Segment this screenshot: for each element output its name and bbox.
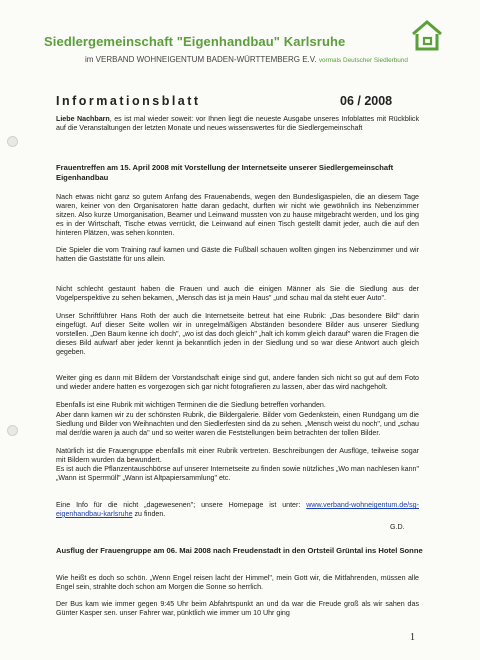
- organization-subtitle: [85, 55, 408, 64]
- section2-paragraph-2: Der Bus kam wie immer gegen 9:45 Uhr beim Abfahrtspunkt an und da war die Freude groß als wir sahen das Günter Kasper sen. unser Fahrer war, pünktlich wie immer um 10 Uhr ging: [56, 600, 419, 617]
- section1-paragraph-4: Unser Schriftführer Hans Roth der auch die Internetseite betreut hat eine Rubrik: „Das besondere Bild" darin eingefügt. Auf dieser Seite wollen wir in unregelmäßigen Abständen besondere Bilder aus unserer Siedlung vorstellen. „Den Baum kenne ich doch", „wo ist das doch gleich" „halt ich komm gleich darauf" waren die Fragen die dieses Bild aufwarf aber jeder kennt ja bekanntlich jeden in der Siedlung und so war diese Antwort auch gleich gegeben.: [56, 312, 419, 356]
- section1-heading: Frauentreffen am 15. April 2008 mit Vorstellung der Internetseite unserer Siedlergemeinschaft Eigenhandbau: [56, 163, 394, 182]
- organization-title: Siedlergemeinschaft "Eigenhandbau" Karlsruhe: [44, 34, 346, 49]
- document-title: Informationsblatt: [56, 94, 201, 108]
- section1-paragraph-5: Weiter ging es dann mit Bildern der Vorstandschaft einige sind gut, andere fanden sich nicht so gut auf dem Foto und wieder andere hatten es vorgezogen sich gar nicht fotografieren zu lassen, aber das wird nachgeholt.: [56, 374, 419, 391]
- subtitle-main: im VERBAND WOHNEIGENTUM BADEN-WÜRTTEMBERG E.V.: [85, 55, 317, 64]
- section1-paragraph-3: Nicht schlecht gestaunt haben die Frauen und auch die einigen Männer als Sie die Siedlung aus der Vogelperspektive zu sehen bekamen, „Mensch das ist ja mein Haus" „und schau mal da steht euer Auto".: [56, 285, 419, 302]
- intro-paragraph: [56, 115, 419, 133]
- punch-hole: [7, 136, 18, 147]
- section2-heading: Ausflug der Frauengruppe am 06. Mai 2008 nach Freudenstadt in den Ortsteil Grüntal ins Hotel Sonne: [56, 546, 423, 555]
- intro-text: , es ist mal wieder soweit: vor Ihnen liegt die neueste Ausgabe unseres Infoblattes mit Rückblick auf die Veranstaltungen der letzten Monate und neues wissenswertes für die Siedlergemeinschaft: [56, 115, 420, 132]
- section2-paragraph-1: Wie heißt es doch so schön. „Wenn Engel reisen lacht der Himmel", mein Gott wir, die Mitfahrenden, müssen alle Engel sein, strahlte doch schon am Morgen die Sonne so herrlich.: [56, 574, 419, 591]
- page-number: 1: [410, 632, 415, 643]
- section1-paragraph-10: [56, 501, 419, 519]
- section1-paragraph-8: Natürlich ist die Frauengruppe ebenfalls mit einer Rubrik vertreten. Beschreibungen der Ausflüge, teilweise sogar mit Bildern wurden da bewundert.: [56, 447, 419, 464]
- intro-lead: Liebe Nachbarn: [56, 115, 110, 123]
- house-logo-icon: [410, 18, 444, 52]
- homepage-link[interactable]: www.verband-wohneigentum.de/sg-eigenhandbau-karlsruhe: [56, 501, 419, 518]
- section1-paragraph-6: Ebenfalls ist eine Rubrik mit wichtigen Terminen die die Siedlung betreffen vorhanden.: [56, 401, 326, 409]
- punch-hole: [7, 425, 18, 436]
- section1-paragraph-1: Nach etwas nicht ganz so gutem Anfang des Frauenabends, wegen den Bundesligaspielen, die an diesem Tage waren, keiner von den Organisatoren hatte daran gedacht, durften wir nicht wie gewöhnlich ins Nebenzimmer sitzen. Also kurze Umorganisation, Beamer und Leinwand mussten von zu hause mitgebracht werden, und los ging es in der Wirtschaft, Tische etwas verrückt, die Leinwand auf einen Tisch gestellt damit jeder, auch die auf den hinteren Plätzen, was sehen konnten.: [56, 193, 419, 237]
- subtitle-small: vormals Deutscher Siedlerbund: [318, 57, 408, 64]
- signature: G.D.: [390, 523, 405, 531]
- issue-number: 06 / 2008: [340, 94, 393, 108]
- homepage-info-text: Eine Info für die nicht „dagewesenen"; unsere Homepage ist unter:: [56, 501, 307, 509]
- homepage-info-suffix: zu finden.: [132, 509, 166, 518]
- section1-paragraph-7: Aber dann kamen wir zu der schönsten Rubrik, die Bildergalerie. Bilder vom Gedenkstein, einen Rundgang um die Siedlung und Bilder von Weihnachten und den Siedlerfesten sind da zu sehen. „Mensch weist du noch", und „schau mal der/die waren ja auch da" und so weiter waren die Feststellungen beim betrachten der tollen Bilder.: [56, 411, 419, 437]
- section1-paragraph-9: Es ist auch die Pflanzentauschbörse auf unserer Internetseite zu finden sowie nützliches „Wo man nachlesen kann" „Wann ist Sperrmüll" „Wann ist Altpapiersammlung" etc.: [56, 465, 419, 482]
- section1-paragraph-2: Die Spieler die vom Training rauf kamen und Gäste die Fußball schauen wollten gingen ins Nebenzimmer und wir hatten die Gaststätte für uns allein.: [56, 246, 419, 263]
